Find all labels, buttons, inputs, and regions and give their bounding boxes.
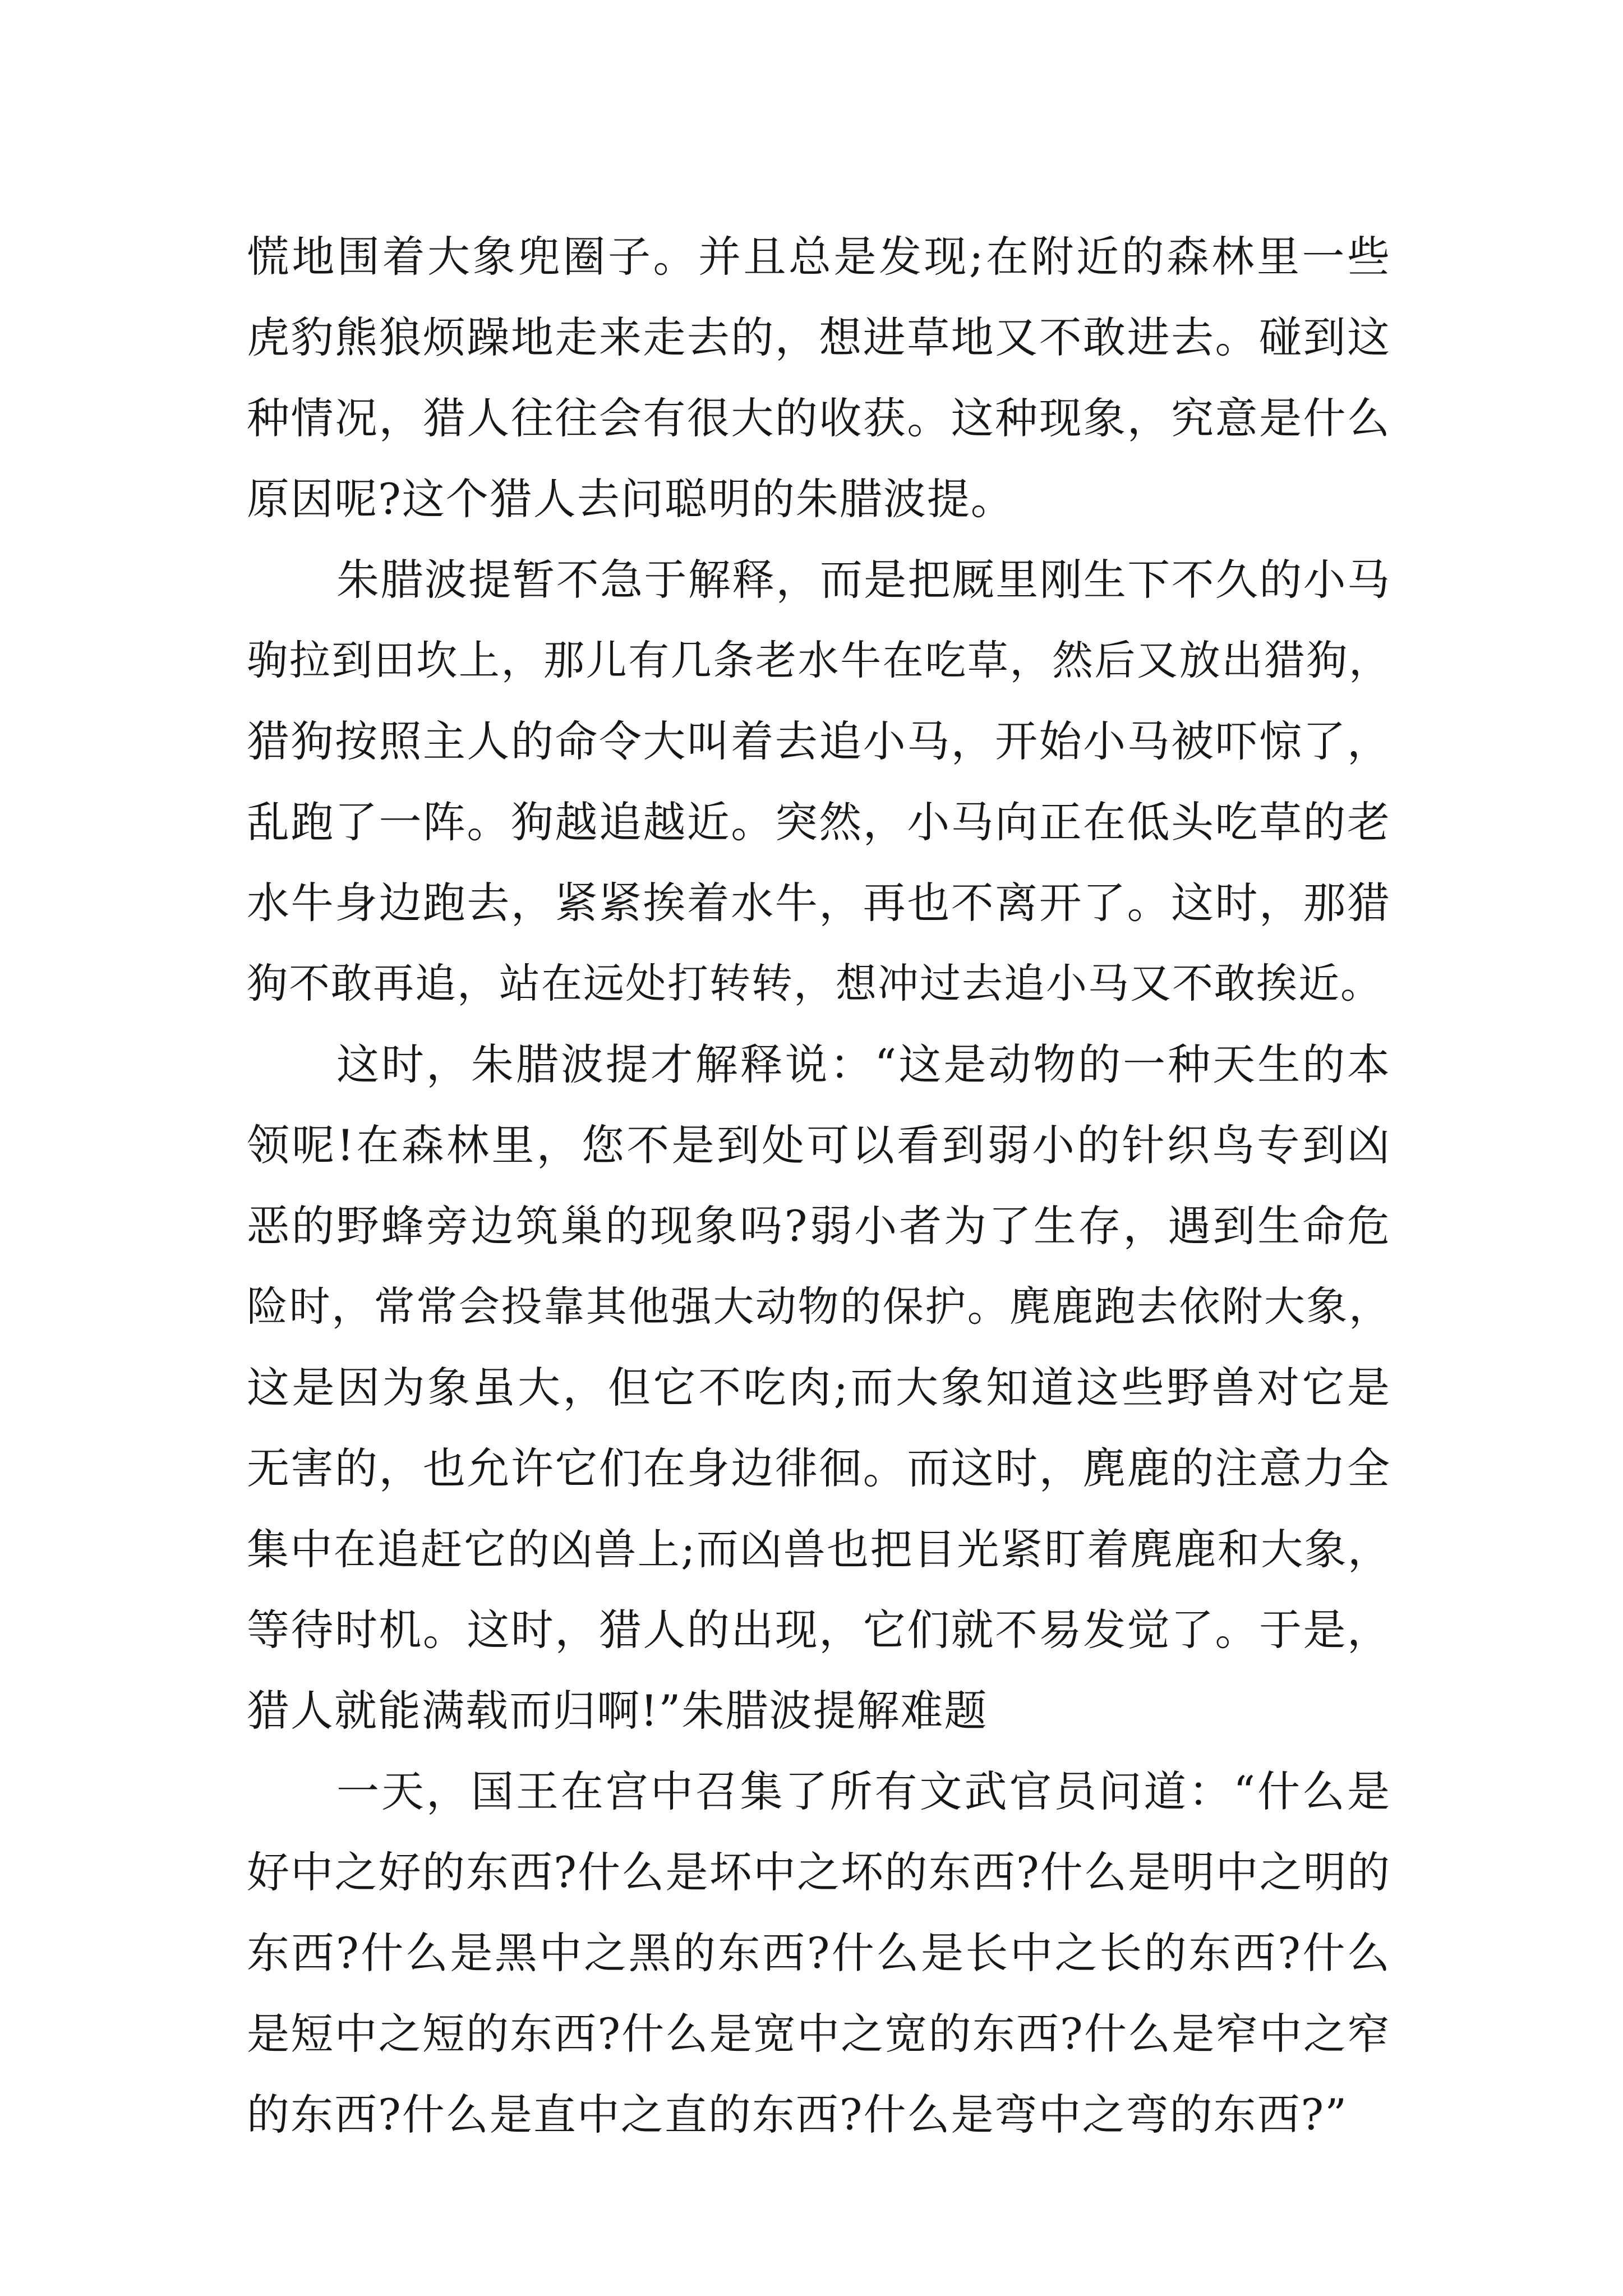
text-line: 猎人就能满载而归啊!”朱腊波提解难题: [247, 1686, 988, 1736]
text-line: 这时，朱腊波提才解释说：“这是动物的一种天生的本: [336, 1039, 1391, 1089]
text-line: 这是因为象虽大，但它不吃肉;而大象知道这些野兽对它是: [247, 1363, 1391, 1412]
paragraph: [247, 1751, 1391, 2155]
text-line: 东西?什么是黑中之黑的东西?什么是长中之长的东西?什么: [247, 1928, 1391, 1978]
text-line: 狗不敢再追，站在远处打转转，想冲过去追小马又不敢挨近。: [247, 960, 1382, 1007]
text-line: 虎豹熊狼烦躁地走来走去的，想进草地又不敢进去。碰到这: [247, 312, 1391, 362]
text-line: 种情况，猎人往往会有很大的收获。这种现象，究意是什么: [247, 393, 1391, 443]
text-line: 恶的野蜂旁边筑巢的现象吗?弱小者为了生存，遇到生命危: [247, 1201, 1391, 1251]
text-line: 等待时机。这时，猎人的出现，它们就不易发觉了。于是，: [247, 1605, 1391, 1655]
text-line: 的东西?什么是直中之直的东西?什么是弯中之弯的东西?”: [247, 2090, 1348, 2139]
text-line: 领呢!在森林里，您不是到处可以看到弱小的针织鸟专到凶: [247, 1120, 1391, 1170]
paragraph: [247, 217, 1391, 540]
text-line: 无害的，也允许它们在身边徘徊。而这时，麂鹿的注意力全: [247, 1443, 1391, 1493]
text-line: 是短中之短的东西?什么是宽中之宽的东西?什么是窄中之窄: [247, 2009, 1391, 2059]
text-line: 一天，国王在宫中召集了所有文武官员问道：“什么是: [336, 1766, 1391, 1816]
paragraph: [247, 540, 1391, 1024]
text-line: 原因呢?这个猎人去问聪明的朱腊波提。: [247, 474, 1015, 524]
text-line: 集中在追赶它的凶兽上;而凶兽也把目光紧盯着麂鹿和大象，: [247, 1525, 1391, 1574]
text-line: 乱跑了一阵。狗越追越近。突然，小马向正在低头吃草的老: [247, 797, 1391, 847]
text-line: 好中之好的东西?什么是坏中之坏的东西?什么是明中之明的: [247, 1847, 1391, 1897]
text-line: 水牛身边跑去，紧紧挨着水牛，再也不离开了。这时，那猎: [247, 878, 1391, 928]
text-line: 朱腊波提暂不急于解释，而是把厩里刚生下不久的小马: [336, 555, 1391, 605]
text-line: 驹拉到田坎上，那儿有几条老水牛在吃草，然后又放出猎狗，: [247, 637, 1391, 684]
text-line: 猎狗按照主人的命令大叫着去追小马，开始小马被吓惊了，: [247, 716, 1391, 766]
text-line: 慌地围着大象兜圈子。并且总是发现;在附近的森林里一些: [247, 232, 1391, 282]
text-line: 险时，常常会投靠其他强大动物的保护。麂鹿跑去依附大象，: [247, 1283, 1391, 1331]
document-body: [247, 217, 1391, 2155]
paragraph: [247, 1024, 1391, 1751]
